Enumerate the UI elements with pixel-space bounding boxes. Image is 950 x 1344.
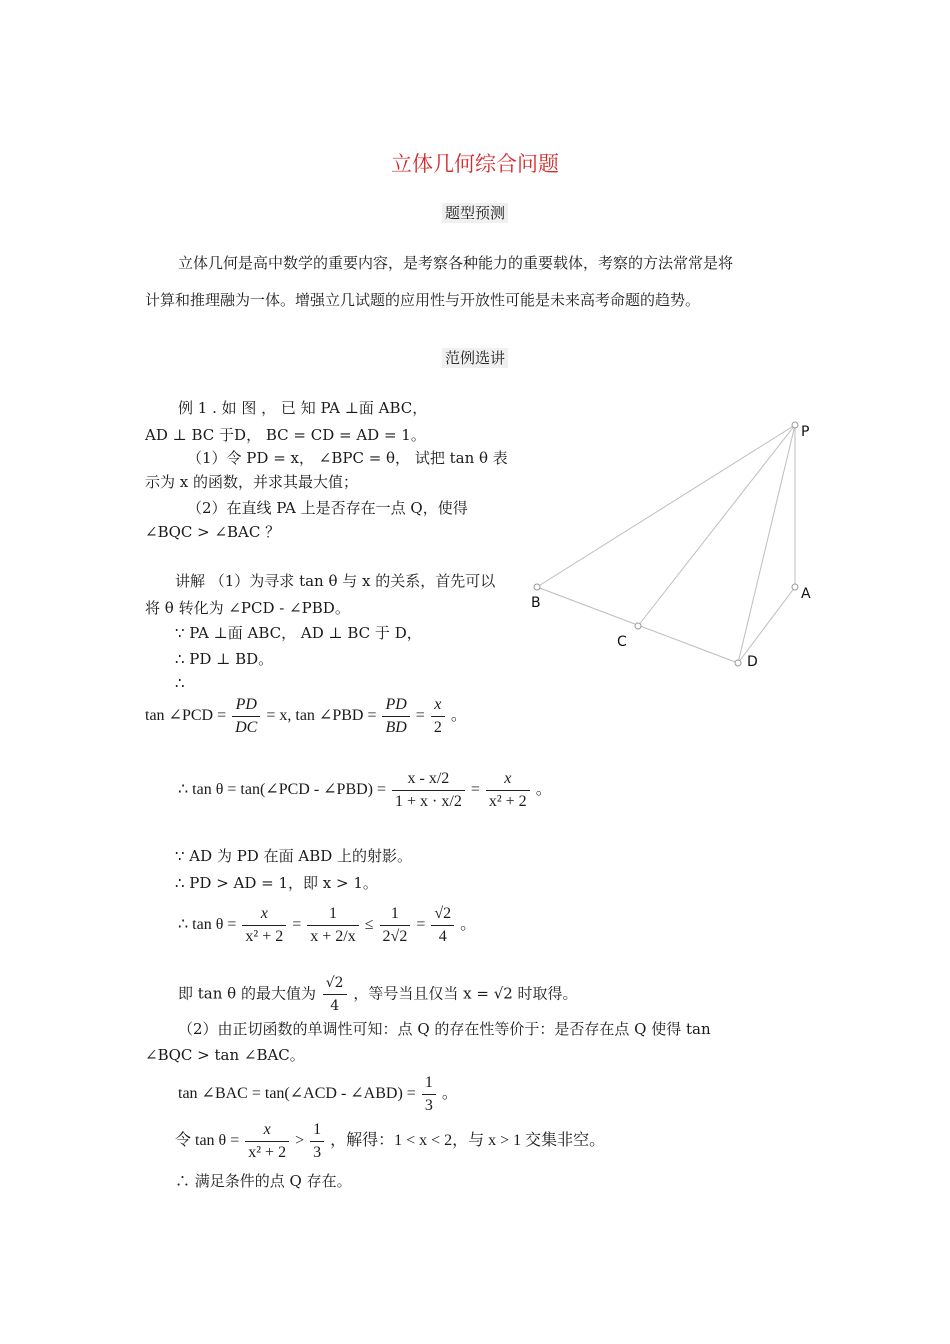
example-line-2: AD ⊥ BC 于D， BC = CD = AD = 1。 xyxy=(145,426,426,444)
solution-line-10: ∠BQC > tan ∠BAC。 xyxy=(145,1046,305,1064)
solution-line-11: ∴ 满足条件的点 Q 存在。 xyxy=(175,1172,352,1190)
point-D xyxy=(735,660,741,666)
equation-3: ∴ tan θ = $\frac{x}{\text{x² + 2}}$ = $\frac{1}{x + 2/x}$ ≤ $\frac{1}{2√2}$ = $\frac{√2}{4}$ 。 xyxy=(178,905,477,945)
intro-line-2: 计算和推理融为一体。增强立几试题的应用性与开放性可能是未来高考命题的趋势。 xyxy=(145,291,701,309)
solution-line-2: 将 θ 转化为 ∠PCD - ∠PBD。 xyxy=(145,599,350,617)
example-line-6: ∠BQC > ∠BAC ？ xyxy=(145,523,281,541)
label-P: P xyxy=(801,424,810,440)
point-A xyxy=(792,584,798,590)
example-line-1: 例 1 . 如 图 ， 已 知 PA ⊥面 ABC， xyxy=(178,399,428,417)
label-C: C xyxy=(617,634,627,650)
example-line-5: （2）在直线 PA 上是否存在一点 Q，使得 xyxy=(187,499,468,517)
section-heading-preview: 题型预测 xyxy=(0,202,950,223)
label-D: D xyxy=(747,654,758,670)
max-value-line: 即 tan θ 的最大值为 $\frac{√2}{4}$ ，等号当且仅当 x = √2 时取得。 xyxy=(178,972,578,1017)
geometry-figure xyxy=(520,410,830,680)
example-line-4: 示为 x 的函数，并求其最大值； xyxy=(145,473,358,491)
label-B: B xyxy=(531,595,541,611)
edge-PB xyxy=(537,425,795,587)
point-B xyxy=(534,584,540,590)
solution-line-4: ∴ PD ⊥ BD。 xyxy=(175,650,274,668)
equation-4: tan ∠BAC = tan(∠ACD - ∠ABD) = $\frac{1}{3}$ 。 xyxy=(178,1074,458,1114)
solution-line-3: ∵ PA ⊥面 ABC， AD ⊥ BC 于 D， xyxy=(175,624,422,642)
intro-line-1: 立体几何是高中数学的重要内容，是考察各种能力的重要载体，考察的方法常常是将 xyxy=(178,254,734,272)
label-A: A xyxy=(801,586,811,602)
solution-line-9: （2）由正切函数的单调性可知：点 Q 的存在性等价于：是否存在点 Q 使得 tan xyxy=(178,1020,711,1038)
example-line-3: （1）令 PD = x， ∠BPC = θ， 试把 tan θ 表 xyxy=(187,449,508,467)
solution-line-6: ∵ AD 为 PD 在面 ABD 上的射影。 xyxy=(175,847,413,865)
point-P xyxy=(792,422,798,428)
solution-line-7: ∴ PD > AD = 1，即 x > 1。 xyxy=(175,874,378,892)
edge-AD xyxy=(738,587,795,663)
solution-line-5: ∴ xyxy=(175,674,185,692)
solution-line-1: 讲解 （1）为寻求 tan θ 与 x 的关系，首先可以 xyxy=(175,572,496,590)
page-title: 立体几何综合问题 xyxy=(391,152,559,176)
edge-PC xyxy=(638,425,795,626)
equation-1: tan ∠PCD = $\frac{PD}{DC}$ = x, tan ∠PBD = $\frac{PD}{BD}$ = $\frac{x}{2}$ 。 xyxy=(145,696,467,736)
section-heading-examples: 范例选讲 xyxy=(0,347,950,368)
equation-5: 令 tan θ = $\frac{x}{\text{x² + 2}}$ > $\frac{1}{3}$ ，解得：1 < x < 2，与 x > 1 交集非空。 xyxy=(175,1121,606,1161)
equation-2: ∴ tan θ = tan(∠PCD - ∠PBD) = $\frac{x - x/2}{1 + x \cdot x/2}$ = $\frac{x}{\text{x² + 2}}$ 。 xyxy=(178,770,552,810)
point-C xyxy=(635,623,641,629)
